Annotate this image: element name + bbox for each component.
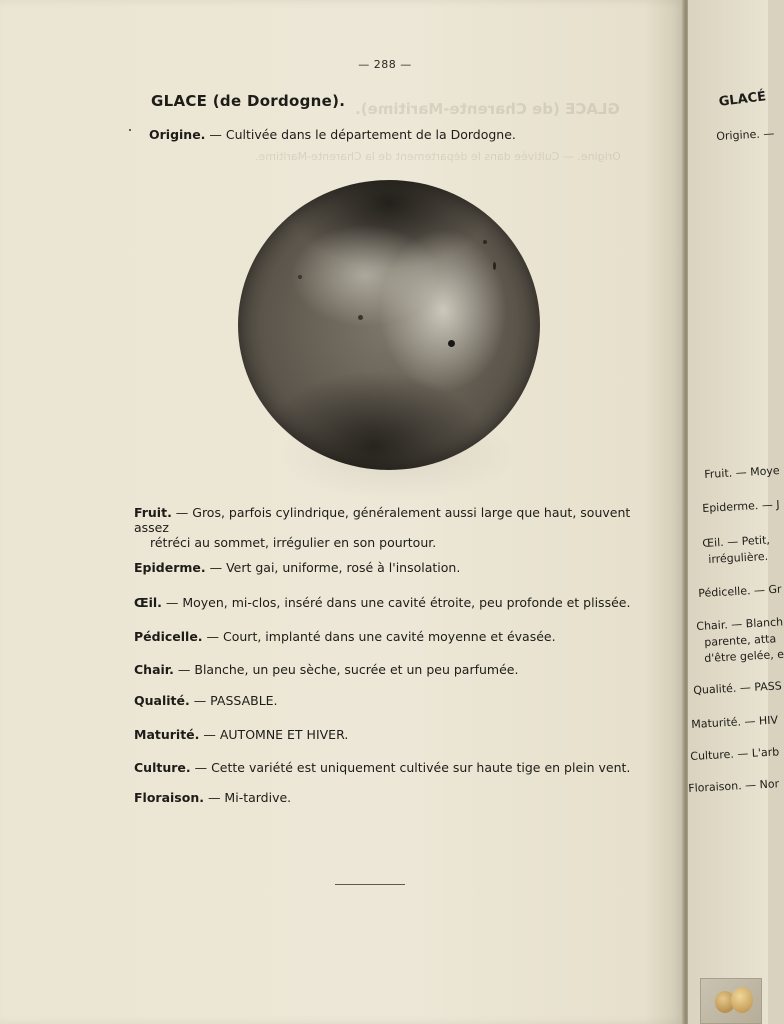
- right-page-line: Pédicelle. — Gr: [698, 582, 782, 600]
- entry-qualite: [134, 693, 634, 708]
- right-page-line: Chair. — Blanch: [696, 615, 784, 633]
- closing-rule: [335, 884, 405, 885]
- page-title: GLACE (de Dordogne).: [151, 92, 346, 110]
- right-page-line: Epiderme. — J: [702, 497, 780, 515]
- right-page-line: Floraison. — Nor: [688, 777, 780, 795]
- right-page-line: Fruit. — Moye: [704, 464, 780, 481]
- right-page-line: parente, atta: [704, 632, 777, 649]
- right-page-line: irrégulière.: [708, 549, 769, 566]
- right-page-line: d'être gelée, e: [704, 647, 784, 665]
- right-page: [688, 0, 784, 1024]
- entry-text: — AUTOMNE ET HIVER.: [199, 727, 349, 742]
- entry-text: — Gros, parfois cylindrique, généralement aussi large que haut, souvent assez: [134, 505, 631, 535]
- entry-oeil: [134, 595, 634, 610]
- entry-pedicelle: [134, 629, 634, 644]
- entry-label: Culture.: [134, 760, 191, 775]
- show-through-title: GLACE (de Charente-Maritime).: [355, 100, 620, 118]
- entry-maturite: [134, 727, 634, 742]
- right-page-title: GLACÉ: [718, 89, 767, 110]
- right-page-line: Œil. — Petit,: [702, 533, 771, 550]
- ink-speck: [129, 129, 131, 131]
- entry-label: Qualité.: [134, 693, 190, 708]
- entry-epiderme: [134, 560, 634, 575]
- origin-text: — Cultivée dans le département de la Dordogne.: [205, 127, 516, 142]
- entry-text: — Blanche, un peu sèche, sucrée et un peu parfumée.: [173, 662, 519, 677]
- apple-photograph: [238, 180, 540, 505]
- entry-floraison: [134, 790, 634, 805]
- origin-label: Origine.: [149, 127, 206, 142]
- entry-text: — Court, implanté dans une cavité moyenne et évasée.: [202, 629, 556, 644]
- apple-image: [238, 180, 540, 470]
- entry-label: Epiderme.: [134, 560, 206, 575]
- entry-label: Œil.: [134, 595, 162, 610]
- entry-text: — Vert gai, uniforme, rosé à l'insolation.: [205, 560, 461, 575]
- entry-label: Maturité.: [134, 727, 200, 742]
- entry-chair: [134, 662, 634, 677]
- show-through-origin: Origine. — Cultivée dans le département de la Charente-Maritime.: [255, 150, 621, 163]
- right-page-line: Maturité. — HIV: [691, 713, 779, 731]
- corner-thumbnail: [700, 978, 762, 1024]
- right-page-origin: Origine. —: [716, 126, 775, 143]
- entry-text: — Moyen, mi-clos, inséré dans une cavité étroite, peu profonde et plissée.: [161, 595, 631, 610]
- entry-label: Floraison.: [134, 790, 204, 805]
- entry-culture: [134, 760, 634, 775]
- right-page-line: Qualité. — PASS: [693, 679, 783, 697]
- entry-text: — PASSABLE.: [189, 693, 278, 708]
- origin-line: [149, 127, 516, 142]
- page-number: — 288 —: [358, 58, 412, 71]
- entry-text: — Cette variété est uniquement cultivée sur haute tige en plein vent.: [190, 760, 631, 775]
- entry-fruit: [134, 505, 634, 550]
- entry-label: Fruit.: [134, 505, 172, 520]
- right-page-line: Culture. — L'arb: [690, 745, 780, 763]
- entry-text: — Mi-tardive.: [203, 790, 292, 805]
- entry-continuation: rétréci au sommet, irrégulier en son pourtour.: [150, 535, 437, 550]
- entry-label: Chair.: [134, 662, 174, 677]
- entry-label: Pédicelle.: [134, 629, 203, 644]
